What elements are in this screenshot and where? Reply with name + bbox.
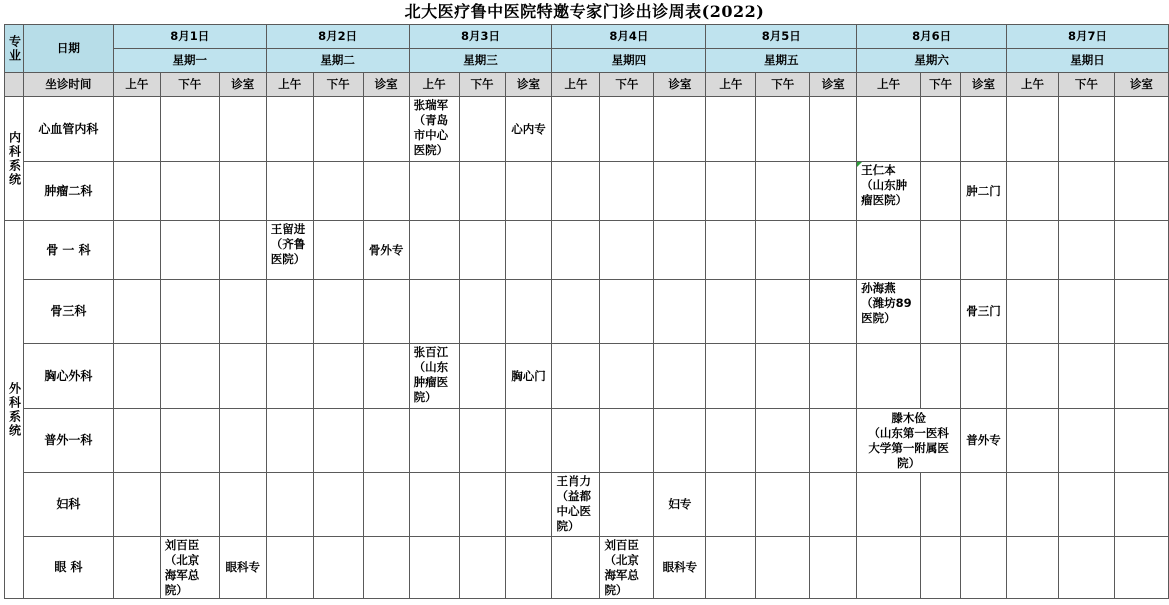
table-row bbox=[5, 221, 1169, 280]
doctor-entry: 王仁本 （山东肿 瘤医院） bbox=[857, 162, 921, 221]
comment-marker bbox=[857, 162, 862, 167]
day-weekday: 星期五 bbox=[706, 49, 857, 73]
slot-pm: 下午 bbox=[756, 73, 810, 97]
empty-cell bbox=[363, 162, 409, 221]
empty-cell bbox=[706, 221, 756, 280]
slot-am: 上午 bbox=[409, 73, 459, 97]
empty-cell bbox=[810, 409, 857, 473]
empty-cell bbox=[160, 280, 219, 344]
day-weekday: 星期二 bbox=[266, 49, 409, 73]
day-date: 8月6日 bbox=[857, 25, 1007, 49]
empty-cell bbox=[313, 409, 363, 473]
empty-cell bbox=[505, 473, 552, 537]
empty-cell bbox=[313, 280, 363, 344]
doctor-entry: 刘百臣 （北京 海军总 院） bbox=[160, 537, 219, 599]
empty-cell bbox=[1114, 221, 1168, 280]
empty-cell bbox=[857, 344, 921, 409]
room-entry: 眼科专 bbox=[219, 537, 266, 599]
table-row bbox=[5, 97, 1169, 162]
empty-cell bbox=[600, 97, 654, 162]
empty-cell bbox=[266, 162, 313, 221]
empty-cell bbox=[505, 537, 552, 599]
day-date: 8月3日 bbox=[409, 25, 552, 49]
empty-cell bbox=[266, 473, 313, 537]
empty-cell bbox=[857, 97, 921, 162]
empty-cell bbox=[921, 473, 961, 537]
schedule-table bbox=[4, 24, 1169, 599]
empty-cell bbox=[160, 97, 219, 162]
room-entry: 胸心门 bbox=[505, 344, 552, 409]
empty-cell bbox=[459, 280, 505, 344]
slot-room: 诊室 bbox=[810, 73, 857, 97]
empty-cell bbox=[266, 280, 313, 344]
empty-cell bbox=[961, 97, 1007, 162]
empty-cell bbox=[313, 344, 363, 409]
empty-cell bbox=[219, 221, 266, 280]
empty-cell bbox=[706, 97, 756, 162]
slot-pm: 下午 bbox=[600, 73, 654, 97]
empty-cell bbox=[160, 409, 219, 473]
empty-cell bbox=[219, 473, 266, 537]
empty-cell bbox=[160, 473, 219, 537]
day-weekday: 星期三 bbox=[409, 49, 552, 73]
room-entry: 眼科专 bbox=[654, 537, 706, 599]
room-entry: 心内专 bbox=[505, 97, 552, 162]
empty-cell bbox=[409, 280, 459, 344]
empty-cell bbox=[459, 537, 505, 599]
empty-cell bbox=[313, 473, 363, 537]
empty-cell bbox=[363, 280, 409, 344]
empty-cell bbox=[756, 221, 810, 280]
table-row bbox=[5, 162, 1169, 221]
empty-cell bbox=[313, 221, 363, 280]
table-row bbox=[5, 344, 1169, 409]
empty-cell bbox=[961, 221, 1007, 280]
empty-cell bbox=[654, 97, 706, 162]
room-entry: 普外专 bbox=[961, 409, 1007, 473]
slot-pm: 下午 bbox=[1058, 73, 1114, 97]
empty-cell bbox=[459, 409, 505, 473]
empty-cell bbox=[113, 221, 160, 280]
empty-cell bbox=[219, 280, 266, 344]
empty-cell bbox=[459, 221, 505, 280]
specialty-header: 专业 bbox=[5, 25, 24, 73]
empty-cell bbox=[409, 409, 459, 473]
doctor-entry: 刘百臣 （北京 海军总 院） bbox=[600, 537, 654, 599]
empty-cell bbox=[857, 221, 921, 280]
empty-cell bbox=[459, 473, 505, 537]
empty-cell bbox=[1114, 409, 1168, 473]
blank-cell bbox=[5, 73, 24, 97]
empty-cell bbox=[1007, 537, 1059, 599]
day-date: 8月4日 bbox=[552, 25, 706, 49]
category-internal: 内科系统 bbox=[5, 97, 24, 221]
slot-room: 诊室 bbox=[1114, 73, 1168, 97]
room-entry: 骨外专 bbox=[363, 221, 409, 280]
room-entry: 骨三门 bbox=[961, 280, 1007, 344]
room-entry: 妇专 bbox=[654, 473, 706, 537]
empty-cell bbox=[363, 409, 409, 473]
empty-cell bbox=[961, 473, 1007, 537]
slot-pm: 下午 bbox=[459, 73, 505, 97]
empty-cell bbox=[552, 221, 600, 280]
table-row bbox=[5, 473, 1169, 537]
empty-cell bbox=[706, 537, 756, 599]
empty-cell bbox=[459, 97, 505, 162]
empty-cell bbox=[266, 344, 313, 409]
empty-cell bbox=[313, 97, 363, 162]
empty-cell bbox=[857, 473, 921, 537]
empty-cell bbox=[1114, 344, 1168, 409]
empty-cell bbox=[654, 221, 706, 280]
empty-cell bbox=[459, 344, 505, 409]
empty-cell bbox=[1058, 344, 1114, 409]
empty-cell bbox=[600, 344, 654, 409]
empty-cell bbox=[505, 221, 552, 280]
empty-cell bbox=[1058, 473, 1114, 537]
empty-cell bbox=[1058, 221, 1114, 280]
empty-cell bbox=[921, 280, 961, 344]
doctor-entry: 孙海燕 （潍坊89 医院） bbox=[857, 280, 921, 344]
empty-cell bbox=[409, 162, 459, 221]
empty-cell bbox=[1114, 162, 1168, 221]
empty-cell bbox=[113, 162, 160, 221]
dept-general1: 普外一科 bbox=[23, 409, 113, 473]
empty-cell bbox=[1007, 221, 1059, 280]
empty-cell bbox=[921, 344, 961, 409]
dept-oncology2: 肿瘤二科 bbox=[23, 162, 113, 221]
slot-pm: 下午 bbox=[921, 73, 961, 97]
empty-cell bbox=[654, 409, 706, 473]
empty-cell bbox=[654, 280, 706, 344]
empty-cell bbox=[266, 409, 313, 473]
empty-cell bbox=[266, 537, 313, 599]
empty-cell bbox=[363, 344, 409, 409]
empty-cell bbox=[1058, 280, 1114, 344]
empty-cell bbox=[810, 280, 857, 344]
empty-cell bbox=[810, 473, 857, 537]
empty-cell bbox=[756, 280, 810, 344]
empty-cell bbox=[921, 537, 961, 599]
table-row bbox=[5, 409, 1169, 473]
date-header: 日期 bbox=[23, 25, 113, 73]
slot-room: 诊室 bbox=[363, 73, 409, 97]
empty-cell bbox=[961, 537, 1007, 599]
empty-cell bbox=[552, 537, 600, 599]
empty-cell bbox=[505, 280, 552, 344]
slot-am: 上午 bbox=[1007, 73, 1059, 97]
empty-cell bbox=[600, 473, 654, 537]
empty-cell bbox=[706, 344, 756, 409]
empty-cell bbox=[459, 162, 505, 221]
day-date: 8月5日 bbox=[706, 25, 857, 49]
empty-cell bbox=[600, 280, 654, 344]
slot-room: 诊室 bbox=[219, 73, 266, 97]
empty-cell bbox=[654, 162, 706, 221]
empty-cell bbox=[1058, 409, 1114, 473]
slot-am: 上午 bbox=[266, 73, 313, 97]
empty-cell bbox=[552, 409, 600, 473]
empty-cell bbox=[600, 162, 654, 221]
table-row bbox=[5, 537, 1169, 599]
doctor-entry: 滕木俭 （山东第一医科 大学第一附属医 院） bbox=[857, 409, 961, 473]
empty-cell bbox=[1007, 473, 1059, 537]
doctor-entry: 张百江 （山东 肿瘤医 院） bbox=[409, 344, 459, 409]
empty-cell bbox=[266, 97, 313, 162]
empty-cell bbox=[552, 280, 600, 344]
empty-cell bbox=[1114, 97, 1168, 162]
empty-cell bbox=[756, 97, 810, 162]
empty-cell bbox=[961, 344, 1007, 409]
table-row bbox=[5, 280, 1169, 344]
slot-pm: 下午 bbox=[160, 73, 219, 97]
empty-cell bbox=[1007, 97, 1059, 162]
empty-cell bbox=[810, 221, 857, 280]
empty-cell bbox=[113, 344, 160, 409]
category-surgical: 外科系统 bbox=[5, 221, 24, 599]
empty-cell bbox=[706, 473, 756, 537]
dept-ortho3: 骨三科 bbox=[23, 280, 113, 344]
empty-cell bbox=[363, 537, 409, 599]
empty-cell bbox=[505, 162, 552, 221]
empty-cell bbox=[363, 97, 409, 162]
empty-cell bbox=[113, 409, 160, 473]
empty-cell bbox=[600, 221, 654, 280]
empty-cell bbox=[1114, 537, 1168, 599]
day-date: 8月7日 bbox=[1007, 25, 1169, 49]
time-header: 坐诊时间 bbox=[23, 73, 113, 97]
empty-cell bbox=[756, 409, 810, 473]
doctor-entry: 王留进 （齐鲁 医院） bbox=[266, 221, 313, 280]
empty-cell bbox=[810, 537, 857, 599]
empty-cell bbox=[113, 280, 160, 344]
slot-am: 上午 bbox=[552, 73, 600, 97]
slot-room: 诊室 bbox=[654, 73, 706, 97]
empty-cell bbox=[921, 97, 961, 162]
empty-cell bbox=[160, 162, 219, 221]
room-entry: 肿二门 bbox=[961, 162, 1007, 221]
empty-cell bbox=[857, 537, 921, 599]
empty-cell bbox=[409, 221, 459, 280]
empty-cell bbox=[160, 221, 219, 280]
empty-cell bbox=[409, 537, 459, 599]
empty-cell bbox=[113, 97, 160, 162]
empty-cell bbox=[552, 162, 600, 221]
dept-eye: 眼 科 bbox=[23, 537, 113, 599]
empty-cell bbox=[756, 473, 810, 537]
slot-room: 诊室 bbox=[961, 73, 1007, 97]
empty-cell bbox=[1058, 97, 1114, 162]
empty-cell bbox=[706, 162, 756, 221]
empty-cell bbox=[113, 537, 160, 599]
empty-cell bbox=[654, 344, 706, 409]
empty-cell bbox=[219, 409, 266, 473]
slot-am: 上午 bbox=[113, 73, 160, 97]
empty-cell bbox=[552, 97, 600, 162]
day-date: 8月1日 bbox=[113, 25, 266, 49]
empty-cell bbox=[409, 473, 459, 537]
dept-thoracic: 胸心外科 bbox=[23, 344, 113, 409]
empty-cell bbox=[706, 409, 756, 473]
empty-cell bbox=[1007, 280, 1059, 344]
empty-cell bbox=[1007, 162, 1059, 221]
empty-cell bbox=[921, 221, 961, 280]
empty-cell bbox=[756, 344, 810, 409]
day-weekday: 星期一 bbox=[113, 49, 266, 73]
page-title: 北大医疗鲁中医院特邀专家门诊出诊周表(2022) bbox=[404, 2, 765, 21]
slot-am: 上午 bbox=[857, 73, 921, 97]
empty-cell bbox=[313, 162, 363, 221]
slot-am: 上午 bbox=[706, 73, 756, 97]
slot-pm: 下午 bbox=[313, 73, 363, 97]
empty-cell bbox=[810, 344, 857, 409]
empty-cell bbox=[1058, 537, 1114, 599]
empty-cell bbox=[756, 162, 810, 221]
day-date: 8月2日 bbox=[266, 25, 409, 49]
slot-room: 诊室 bbox=[505, 73, 552, 97]
empty-cell bbox=[921, 162, 961, 221]
day-weekday: 星期六 bbox=[857, 49, 1007, 73]
dept-ortho1: 骨 一 科 bbox=[23, 221, 113, 280]
doctor-entry: 张瑞军 （青岛 市中心 医院） bbox=[409, 97, 459, 162]
day-weekday: 星期四 bbox=[552, 49, 706, 73]
empty-cell bbox=[1114, 280, 1168, 344]
dept-gyn: 妇科 bbox=[23, 473, 113, 537]
doctor-entry: 王肖力 （益都 中心医 院） bbox=[552, 473, 600, 537]
empty-cell bbox=[1007, 409, 1059, 473]
empty-cell bbox=[313, 537, 363, 599]
dept-cardio: 心血管内科 bbox=[23, 97, 113, 162]
empty-cell bbox=[219, 97, 266, 162]
empty-cell bbox=[1007, 344, 1059, 409]
empty-cell bbox=[505, 409, 552, 473]
empty-cell bbox=[706, 280, 756, 344]
empty-cell bbox=[1114, 473, 1168, 537]
empty-cell bbox=[552, 344, 600, 409]
empty-cell bbox=[810, 97, 857, 162]
empty-cell bbox=[756, 537, 810, 599]
empty-cell bbox=[810, 162, 857, 221]
day-weekday: 星期日 bbox=[1007, 49, 1169, 73]
empty-cell bbox=[160, 344, 219, 409]
empty-cell bbox=[219, 162, 266, 221]
empty-cell bbox=[363, 473, 409, 537]
empty-cell bbox=[600, 409, 654, 473]
empty-cell bbox=[113, 473, 160, 537]
empty-cell bbox=[1058, 162, 1114, 221]
empty-cell bbox=[219, 344, 266, 409]
